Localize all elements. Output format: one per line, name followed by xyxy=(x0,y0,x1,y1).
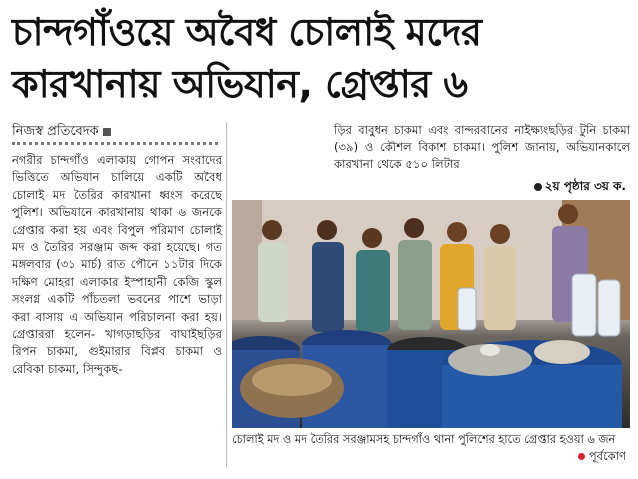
continuation-text: ২য় পৃষ্ঠার ৩য় ক. xyxy=(544,179,626,193)
article-body-left: নগরীর চান্দগাঁও এলাকায় গোপন সংবাদের ভিত্তিতে অভিযান চালিয়ে একটি অবৈধ চোলাই মদ তৈরির কারখানা ধ্বংস করেছে পুলিশ। অভিযানে কারখানায় থাকা ৬ জনকে গ্রেপ্তার করা হয় এবং বিপুল পরিমাণ চোলাই মদ ও তৈরির সরঞ্জাম জব্দ করা হয়েছে। গত মঙ্গলবার (৩১ মার্চ) রাত পৌনে ১১টার দিকে দক্ষিণ মোহরা এলাকার ইস্পাহানী কেজি স্কুল সংলগ্ন একটি পাঁচতলা ভবনের পাশে ভাড়া করা বাসায় এ অভিযান পরিচালনা করা হয়। গ্রেপ্তাররা হলেন- খাগড়াছড়ির বাঘাইছড়ির রিপন চাকমা, গুইমারার বিপ্লব চাকমা ও রেবিকা চাকমা, সিন্দুকছ- xyxy=(12,153,222,376)
red-dot-icon xyxy=(578,453,585,460)
byline-divider xyxy=(12,142,218,145)
news-photo xyxy=(232,200,630,428)
byline-square-icon xyxy=(103,128,111,136)
byline-text: নিজস্ব প্রতিবেদক xyxy=(12,124,99,139)
article-body-right: ড়ির বাবুধন চাকমা এবং বান্দরবানের নাইক্ষ্যংছড়ির টুনি চাকমা (৩৯) ও কৌশল বিকাশ চাকমা। পুলিশ জানায়, অভিযানকালে কারখানা থেকে ৫১০ লিটার xyxy=(334,123,630,171)
byline xyxy=(12,122,111,143)
column-divider xyxy=(226,122,227,467)
photo-caption: চোলাই মদ ও মদ তৈরির সরঞ্জামসহ চান্দগাঁও থানা পুলিশের হাতে গ্রেপ্তার হওয়া ৬ জন xyxy=(232,433,616,446)
headline: চান্দগাঁওয়ে অবৈধ চোলাই মদের কারখানায় অভিযান, গ্রেপ্তার ৬ xyxy=(12,10,482,106)
bullet-icon xyxy=(534,183,542,191)
credit-text: পূর্বকোণ xyxy=(588,449,626,463)
arrested-people-illustration xyxy=(232,200,630,428)
photo-credit xyxy=(578,448,626,467)
continuation-note xyxy=(534,178,626,198)
